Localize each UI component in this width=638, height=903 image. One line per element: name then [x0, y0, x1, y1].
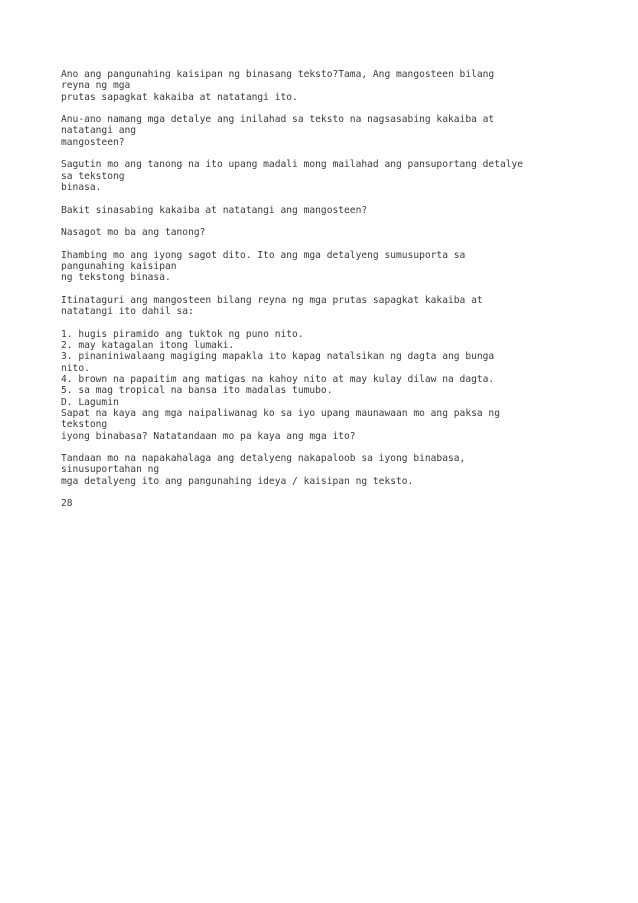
document-body [61, 69, 601, 521]
list-item: 2. may katagalan itong lumaki. [61, 340, 235, 352]
text-line: prutas sapagkat kakaiba at natatangi ito. [61, 91, 298, 103]
list-item: 4. brown na papaitim ang matigas na kahoy nito at may kulay dilaw na dagta. [61, 374, 495, 386]
text-line: iyong binabasa? Natatandaan mo pa kaya ang mga ito? [61, 430, 356, 442]
list-item: nito. [61, 362, 90, 374]
text-line: Itinataguri ang mangosteen bilang reyna ng mga prutas sapagkat kakaiba at [61, 294, 483, 306]
section-heading: D. Lagumin [61, 396, 119, 408]
text-line: Ihambing mo ang iyong sagot dito. Ito ang mga detalyeng sumusuporta sa [61, 249, 466, 261]
paragraph-instruction [61, 159, 601, 193]
paragraph-main-idea-answer [61, 69, 601, 103]
text-line: Sapat na kaya ang mga naipaliwanag ko sa iyo upang maunawaan mo ang paksa ng [61, 407, 500, 419]
text-line: ng tekstong binasa. [61, 272, 171, 284]
text-line: Ano ang pangunahing kaisipan ng binasang teksto?Tama, Ang mangosteen bilang [61, 69, 495, 80]
paragraph-compare [61, 250, 601, 284]
text-line: Nasagot mo ba ang tanong? [61, 227, 206, 239]
text-line: sinusuportahan ng [61, 464, 160, 476]
page-number [61, 498, 601, 509]
text-line: natatangi ito dahil sa: [61, 306, 194, 318]
text-line: natatangi ang [61, 125, 137, 137]
paragraph-details-question [61, 114, 601, 148]
paragraph-reason-intro [61, 295, 601, 318]
list-item: 3. pinaniniwalaang magiging mapakla ito kapag natalsikan ng dagta ang bunga [61, 351, 495, 363]
text-line: reyna ng mga [61, 80, 131, 92]
text-line: sa tekstong [61, 170, 125, 182]
paragraph-check-question [61, 227, 601, 238]
paragraph-question [61, 205, 601, 216]
page-number-text: 28 [61, 498, 73, 510]
text-line: Sagutin mo ang tanong na ito upang madali mong mailahad ang pansuportang detalye [61, 159, 524, 171]
text-line: mangosteen? [61, 136, 125, 148]
paragraph-reason-list [61, 329, 601, 442]
text-line: tekstong [61, 419, 108, 431]
text-line: Tandaan mo na napakahalaga ang detalyeng nakapaloob sa iyong binabasa, [61, 453, 466, 465]
list-item: 1. hugis piramido ang tuktok ng puno nito. [61, 328, 304, 340]
text-line: Bakit sinasabing kakaiba at natatangi ang mangosteen? [61, 204, 368, 216]
text-line: pangunahing kaisipan [61, 261, 177, 273]
paragraph-remember [61, 453, 601, 487]
text-line: Anu-ano namang mga detalye ang inilahad sa teksto na nagsasabing kakaiba at [61, 114, 495, 126]
text-line: mga detalyeng ito ang pangunahing ideya / kaisipan ng teksto. [61, 475, 414, 487]
list-item: 5. sa mag tropical na bansa ito madalas tumubo. [61, 385, 333, 397]
text-line: binasa. [61, 181, 102, 193]
